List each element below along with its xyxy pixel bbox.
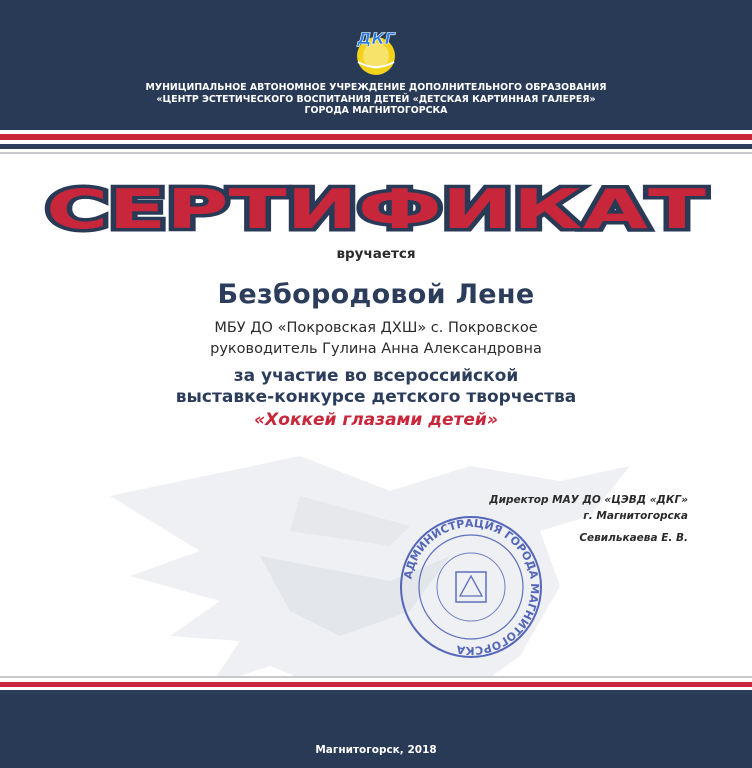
footer-band [0, 694, 752, 768]
reason-line: за участие во всероссийской [233, 366, 519, 386]
recipient-name: Безбородовой Лене [217, 279, 535, 310]
stamp-text: АДМИНИСТРАЦИЯ ГОРОДА МАГНИТОГОРСКА [401, 516, 542, 658]
header-stripe [0, 152, 752, 154]
event-name: «Хоккей глазами детей» [254, 410, 498, 430]
org-line: «ЦЕНТР ЭСТЕТИЧЕСКОГО ВОСПИТАНИЯ ДЕТЕЙ «ДЕТСКАЯ КАРТИННАЯ ГАЛЕРЕЯ» [156, 93, 596, 105]
certificate-title [38, 178, 714, 238]
organization-name [0, 82, 752, 117]
dkg-logo [338, 22, 414, 78]
header-band [0, 0, 752, 130]
school-name: МБУ ДО «Покровская ДХШ» с. Покровское [214, 320, 538, 336]
leader-name: руководитель Гулина Анна Александровна [210, 341, 542, 357]
title-text: СЕРТИФИКАТ [46, 178, 707, 238]
presented-label: вручается [336, 246, 416, 262]
official-stamp [396, 512, 546, 662]
signatory-city: г. Магнитогорска [583, 510, 688, 522]
signatory-name: Севилькаева Е. В. [579, 532, 688, 544]
logo-text: ДКГ [357, 29, 395, 48]
reason-line: выставке-конкурсе детского творчества [175, 387, 577, 407]
signatory-position: Директор МАУ ДО «ЦЭВД «ДКГ» [489, 494, 688, 506]
place-year: Магнитогорск, 2018 [315, 744, 437, 756]
org-line: ГОРОДА МАГНИТОГОРСКА [304, 105, 448, 116]
org-line: МУНИЦИПАЛЬНОЕ АВТОНОМНОЕ УЧРЕЖДЕНИЕ ДОПОЛНИТЕЛЬНОГО ОБРАЗОВАНИЯ [145, 82, 607, 93]
